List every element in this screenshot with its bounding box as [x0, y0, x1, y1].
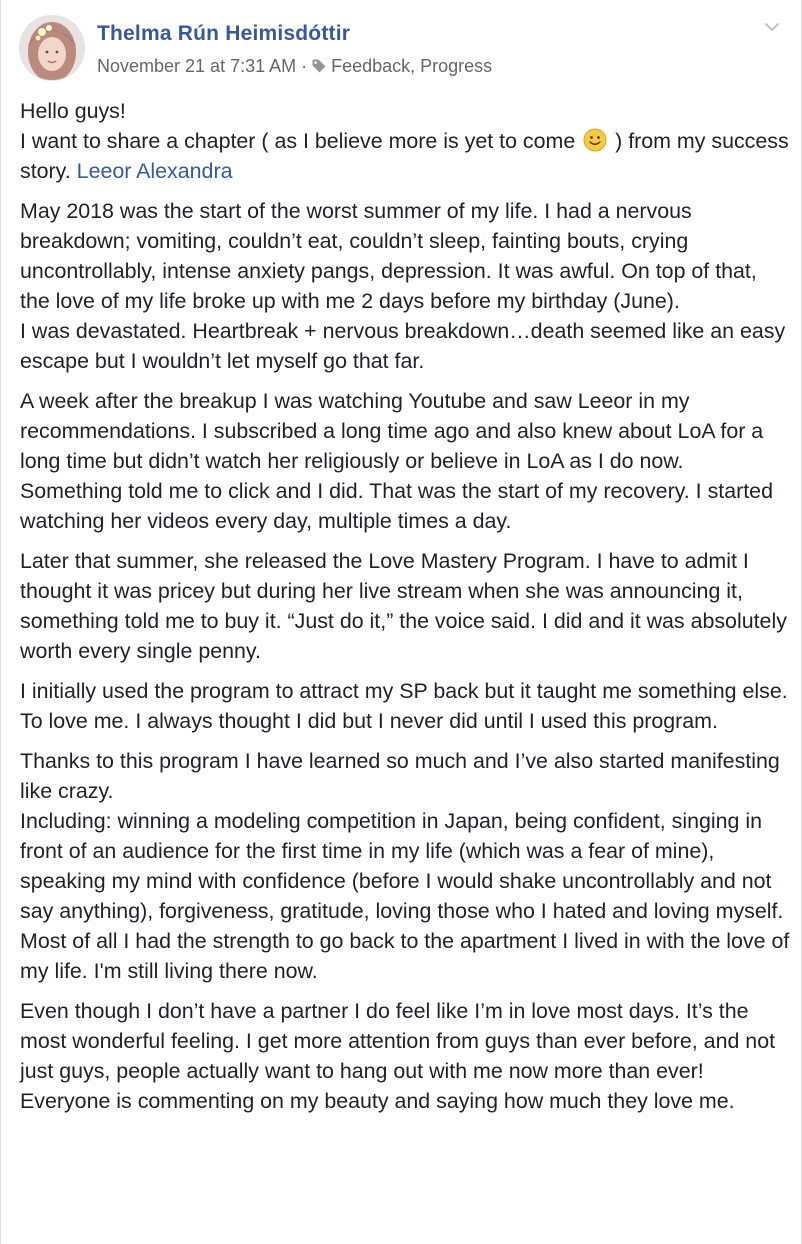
intro-text: I want to share a chapter ( as I believe more is yet to come: [20, 129, 576, 153]
greeting-text: Hello guys!: [20, 99, 126, 123]
paragraph-6: [20, 746, 790, 986]
author-name[interactable]: Thelma Rún Heimisdóttir: [97, 22, 351, 45]
post-meta: [97, 55, 492, 77]
paragraph-6b-text: Including: winning a modeling competition in Japan, being confident, singing in front of an audience for the first time in my life (which was a fear of mine), speaking my mind with confidence (before I would shake uncontrollably and not say anything), forgiveness, gratitude, loving those who I hated and loving myself. Most of all I had the strength to go back to the apartment I lived in with the love of my life. I'm still living there now.: [20, 809, 790, 983]
avatar-photo: [20, 16, 84, 80]
chevron-down-icon[interactable]: [763, 18, 781, 36]
intro-text-continued: ) from my success story.: [20, 129, 789, 183]
tag-icon: [311, 58, 327, 74]
post-tags[interactable]: Feedback, Progress: [331, 55, 493, 76]
author-avatar[interactable]: [19, 15, 85, 81]
paragraph-2a-text: May 2018 was the start of the worst summer of my life. I had a nervous breakdown; vomiting, couldn’t eat, couldn’t sleep, fainting bouts, crying uncontrollably, intense anxiety pangs, depression. It was awful. On top of that, the love of my life broke up with me 2 days before my birthday (June).: [20, 199, 757, 313]
paragraph-intro: [20, 96, 790, 186]
post-timestamp[interactable]: November 21 at 7:31 AM: [97, 55, 297, 76]
paragraph-5: I initially used the program to attract my SP back but it taught me something else. To love me. I always thought I did but I never did until I used this program.: [20, 679, 788, 733]
smiling-face-emoji-icon: [583, 128, 607, 152]
paragraph-6a-text: Thanks to this program I have learned so much and I’ve also started manifesting like crazy.: [20, 749, 780, 803]
paragraph-2b-text: I was devastated. Heartbreak + nervous breakdown…death seemed like an easy escape but I wouldn’t let myself go that far.: [20, 319, 786, 373]
paragraph-2: [20, 196, 790, 376]
paragraph-7: Even though I don’t have a partner I do feel like I’m in love most days. It’s the most wonderful feeling. I get more attention from guys than ever before, and not just guys, people actually want to hang out with me now more than ever! Everyone is commenting on my beauty and saying how much they love me.: [20, 999, 776, 1113]
paragraph-4: Later that summer, she released the Love Mastery Program. I have to admit I thought it was pricey but during her live stream when she was announcing it, something told me to buy it. “Just do it,” the voice said. I did and it was absolutely worth every single penny.: [20, 549, 787, 663]
paragraph-3: A week after the breakup I was watching Youtube and saw Leeor in my recommendations. I subscribed a long time ago and also knew about LoA for a long time but didn’t watch her religiously or believe in LoA as I do now. Something told me to click and I did. That was the start of my recovery. I started watching her videos every day, multiple times a day.: [20, 389, 773, 533]
post-header: [1, 0, 801, 90]
mention-link[interactable]: Leeor Alexandra: [76, 159, 233, 183]
post-body: [20, 96, 790, 1126]
meta-separator: ·: [301, 55, 308, 76]
